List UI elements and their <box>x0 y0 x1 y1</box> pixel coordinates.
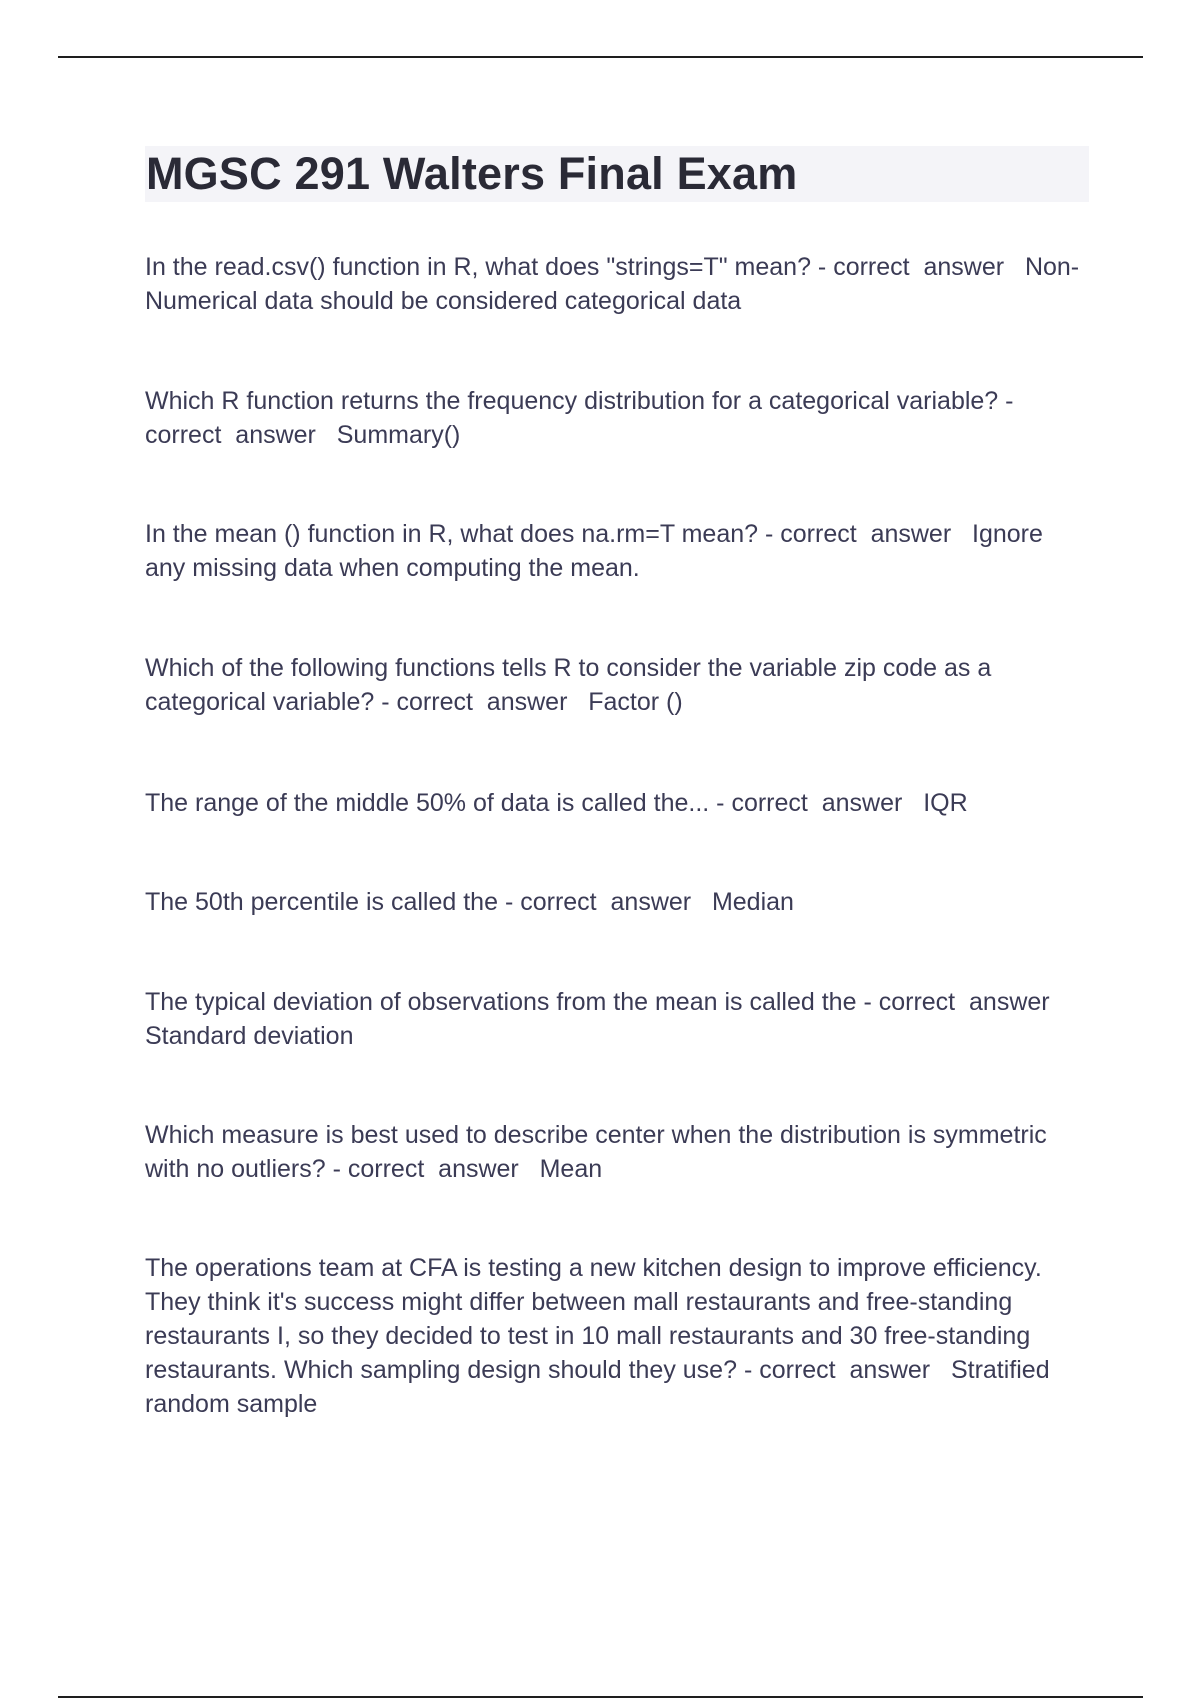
question-text: The typical deviation of observations from the mean is called the <box>145 988 857 1016</box>
answer-separator: - correct answer <box>498 888 712 916</box>
qa-item-2 <box>145 384 1085 452</box>
answer-separator: - correct answer <box>145 387 1021 449</box>
answer-text: Summary() <box>336 421 461 449</box>
answer-separator: - correct answer <box>374 688 589 716</box>
question-text: In the read.csv() function in R, what does "strings=T" mean? <box>145 253 811 281</box>
answer-text: Stratified random sample <box>145 1356 1057 1418</box>
question-text: In the mean () function in R, what does na.rm=T mean? <box>145 520 759 548</box>
answer-separator: - correct answer <box>810 253 1025 281</box>
answer-text: Factor () <box>588 688 683 716</box>
answer-separator: - correct answer <box>325 1155 540 1183</box>
qa-item-1 <box>145 250 1085 318</box>
qa-item-5 <box>145 786 1085 820</box>
top-rule <box>58 56 1143 58</box>
answer-text: Ignore any missing data when computing the mean. <box>145 520 1050 582</box>
answer-separator: - correct answer <box>856 988 1071 1016</box>
answer-text: Mean <box>539 1155 603 1183</box>
question-text: The 50th percentile is called the <box>145 888 498 916</box>
answer-separator: - correct answer <box>758 520 973 548</box>
qa-item-7 <box>145 985 1085 1053</box>
qa-item-9 <box>145 1251 1085 1421</box>
document-title: MGSC 291 Walters Final Exam <box>146 148 798 199</box>
qa-item-8 <box>145 1118 1085 1186</box>
answer-text: IQR <box>923 789 968 817</box>
answer-text: Non-Numerical data should be considered categorical data <box>145 253 1080 315</box>
qa-item-4 <box>145 651 1085 719</box>
bottom-rule <box>58 1696 1143 1698</box>
question-text: Which of the following functions tells R to consider the variable zip code as a categorical variable? <box>145 654 999 716</box>
question-text: The operations team at CFA is testing a new kitchen design to improve efficiency. They think it's success might differ between mall restaurants and free-standing restaurants I, so they decided to test in 10 mall restaurants and 30 free-standing restaurants. Which sampling design should they use? <box>145 1254 1049 1384</box>
answer-separator: - correct answer <box>737 1356 951 1384</box>
qa-item-6 <box>145 885 1085 919</box>
question-text: The range of the middle 50% of data is called the... <box>145 789 710 817</box>
question-text: Which measure is best used to describe center when the distribution is symmetric with no outliers? <box>145 1121 1054 1183</box>
answer-text: Standard deviation <box>145 1022 354 1050</box>
answer-separator: - correct answer <box>709 789 924 817</box>
question-text: Which R function returns the frequency distribution for a categorical variable? <box>145 387 999 415</box>
qa-item-3 <box>145 517 1085 585</box>
answer-text: Median <box>711 888 794 916</box>
